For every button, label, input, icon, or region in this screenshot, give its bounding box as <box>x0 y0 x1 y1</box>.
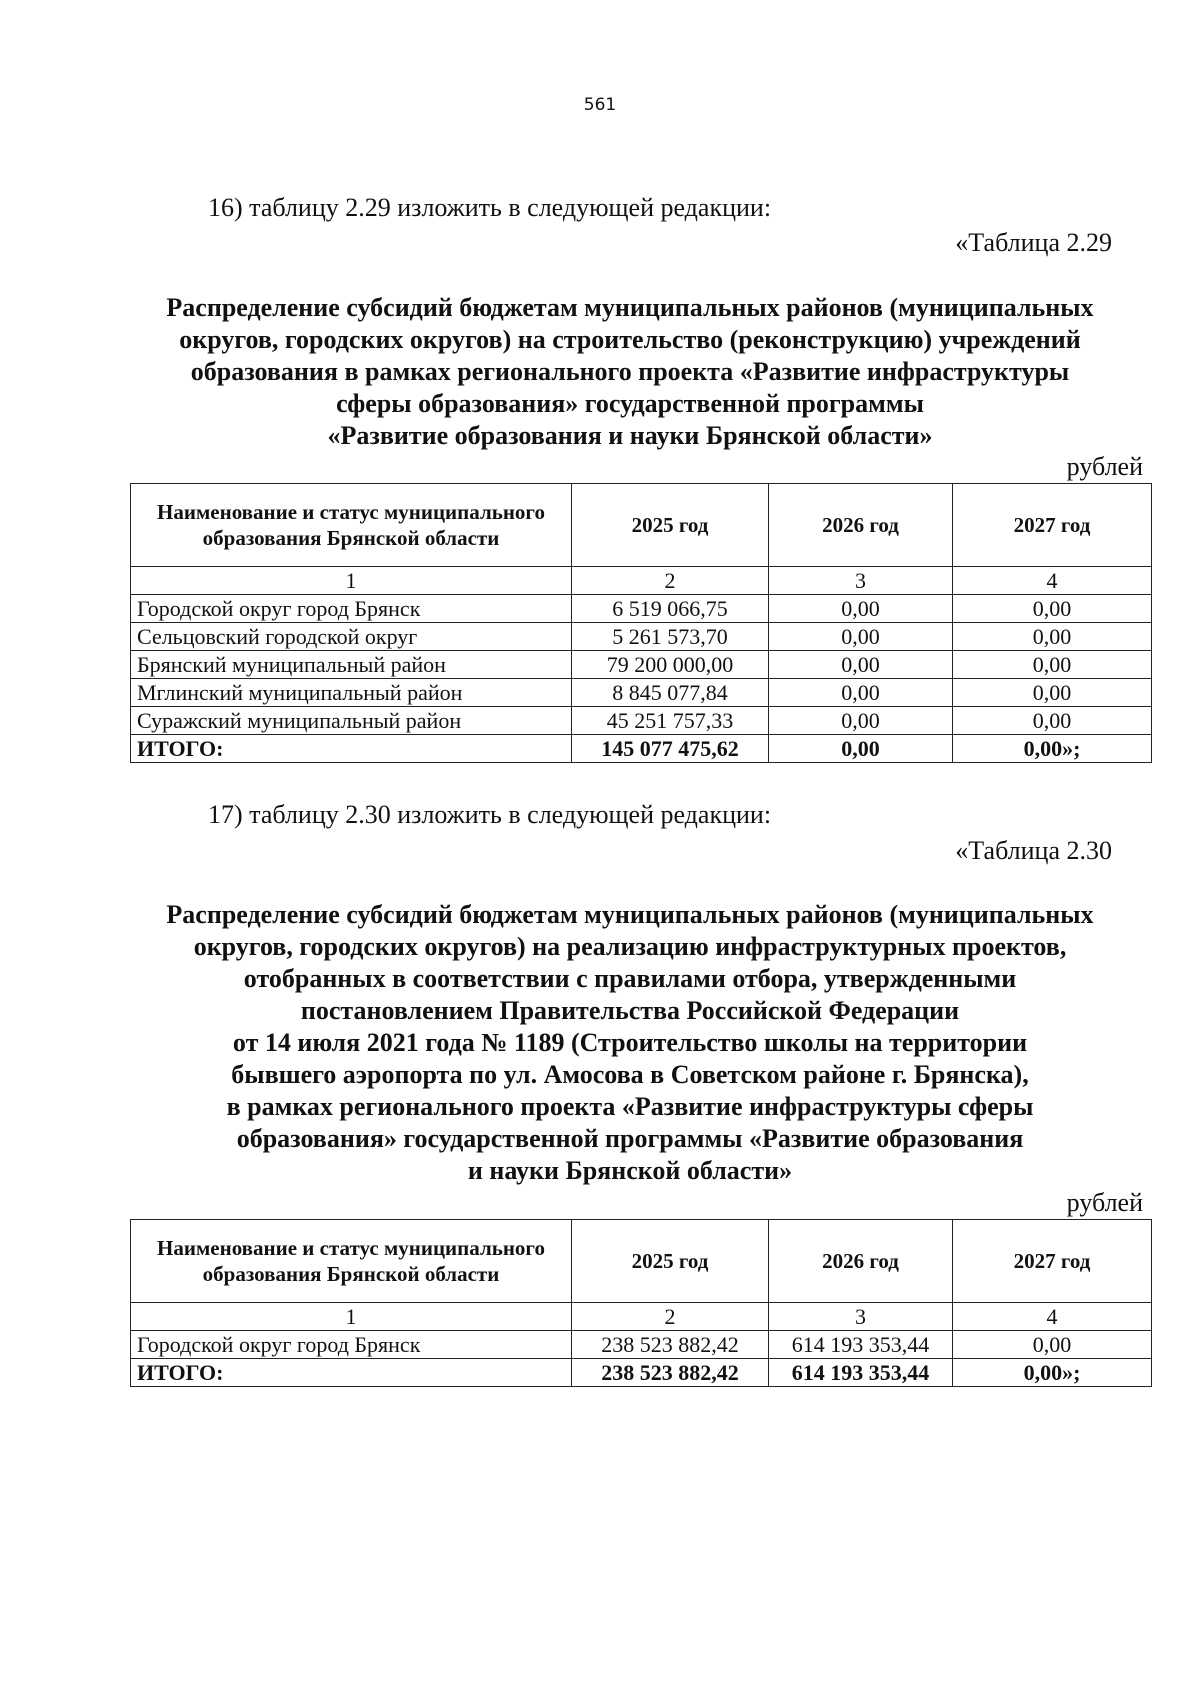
table-2-29 <box>130 483 1152 763</box>
instruction-16: 16) таблицу 2.29 изложить в следующей редакции: <box>208 193 772 222</box>
heading-line: «Развитие образования и науки Брянской области» <box>327 421 933 450</box>
value-2026: 0,00 <box>769 595 953 623</box>
value-2026: 0,00 <box>769 651 953 679</box>
header-cell: 2027 год <box>953 1220 1152 1303</box>
total-2027: 0,00»; <box>953 735 1152 763</box>
page-number: 561 <box>583 95 617 115</box>
table-label-2-30: «Таблица 2.30 <box>955 836 1112 865</box>
value-2025: 8 845 077,84 <box>572 679 769 707</box>
municipality-name: Сельцовский городской округ <box>131 623 572 651</box>
column-number: 4 <box>953 567 1152 595</box>
table-row <box>131 679 1152 707</box>
total-2025: 145 077 475,62 <box>572 735 769 763</box>
heading-line: округов, городских округов) на реализацию инфраструктурных проектов, <box>193 932 1067 961</box>
table-label-2-29: «Таблица 2.29 <box>955 228 1112 257</box>
header-cell: 2025 год <box>572 484 769 567</box>
total-row <box>131 1359 1152 1387</box>
table-row <box>131 1331 1152 1359</box>
column-number: 3 <box>769 567 953 595</box>
units-label: рублей <box>1066 452 1143 481</box>
header-cell: 2026 год <box>769 484 953 567</box>
municipality-name: Городской округ город Брянск <box>131 1331 572 1359</box>
instruction-17: 17) таблицу 2.30 изложить в следующей редакции: <box>208 800 772 829</box>
header-cell: Наименование и статус муниципального образования Брянской области <box>131 484 572 567</box>
header-cell: 2026 год <box>769 1220 953 1303</box>
total-2025: 238 523 882,42 <box>572 1359 769 1387</box>
municipality-name: Мглинский муниципальный район <box>131 679 572 707</box>
total-2027: 0,00»; <box>953 1359 1152 1387</box>
table-row <box>131 595 1152 623</box>
value-2025: 45 251 757,33 <box>572 707 769 735</box>
heading-line: сферы образования» государственной программы <box>336 389 924 418</box>
total-2026: 0,00 <box>769 735 953 763</box>
units-label: рублей <box>1066 1188 1143 1217</box>
heading-line: округов, городских округов) на строительство (реконструкцию) учреждений <box>179 325 1081 354</box>
column-number: 4 <box>953 1303 1152 1331</box>
table-row <box>131 623 1152 651</box>
heading-line: бывшего аэропорта по ул. Амосова в Советском районе г. Брянска), <box>231 1060 1029 1089</box>
header-row <box>131 484 1152 567</box>
table-row <box>131 707 1152 735</box>
value-2026: 0,00 <box>769 707 953 735</box>
value-2026: 614 193 353,44 <box>769 1331 953 1359</box>
heading-line: Распределение субсидий бюджетам муниципальных районов (муниципальных <box>166 293 1094 322</box>
value-2027: 0,00 <box>953 707 1152 735</box>
total-label: ИТОГО: <box>131 735 572 763</box>
heading-2-30 <box>110 899 1150 1187</box>
heading-line: от 14 июля 2021 года № 1189 (Строительство школы на территории <box>232 1028 1028 1057</box>
header-row <box>131 1220 1152 1303</box>
heading-line: отобранных в соответствии с правилами отбора, утвержденными <box>243 964 1017 993</box>
value-2027: 0,00 <box>953 1331 1152 1359</box>
value-2025: 79 200 000,00 <box>572 651 769 679</box>
heading-line: в рамках регионального проекта «Развитие инфраструктуры сферы <box>226 1092 1034 1121</box>
heading-line: постановлением Правительства Российской Федерации <box>300 996 960 1025</box>
heading-line: и науки Брянской области» <box>467 1156 793 1185</box>
total-row <box>131 735 1152 763</box>
value-2025: 5 261 573,70 <box>572 623 769 651</box>
column-number: 2 <box>572 567 769 595</box>
value-2027: 0,00 <box>953 651 1152 679</box>
heading-line: образования в рамках регионального проекта «Развитие инфраструктуры <box>190 357 1070 386</box>
column-number: 1 <box>131 1303 572 1331</box>
column-number: 1 <box>131 567 572 595</box>
column-number: 3 <box>769 1303 953 1331</box>
total-label: ИТОГО: <box>131 1359 572 1387</box>
value-2025: 6 519 066,75 <box>572 595 769 623</box>
value-2027: 0,00 <box>953 595 1152 623</box>
heading-line: образования» государственной программы «Развитие образования <box>236 1124 1024 1153</box>
heading-line: Распределение субсидий бюджетам муниципальных районов (муниципальных <box>166 900 1094 929</box>
municipality-name: Суражский муниципальный район <box>131 707 572 735</box>
column-number-row <box>131 567 1152 595</box>
heading-2-29 <box>110 292 1150 452</box>
municipality-name: Городской округ город Брянск <box>131 595 572 623</box>
value-2026: 0,00 <box>769 679 953 707</box>
total-2026: 614 193 353,44 <box>769 1359 953 1387</box>
value-2025: 238 523 882,42 <box>572 1331 769 1359</box>
column-number: 2 <box>572 1303 769 1331</box>
header-cell: 2027 год <box>953 484 1152 567</box>
value-2027: 0,00 <box>953 623 1152 651</box>
value-2027: 0,00 <box>953 679 1152 707</box>
municipality-name: Брянский муниципальный район <box>131 651 572 679</box>
header-cell: Наименование и статус муниципального образования Брянской области <box>131 1220 572 1303</box>
table-2-30 <box>130 1219 1152 1387</box>
column-number-row <box>131 1303 1152 1331</box>
value-2026: 0,00 <box>769 623 953 651</box>
table-row <box>131 651 1152 679</box>
header-cell: 2025 год <box>572 1220 769 1303</box>
